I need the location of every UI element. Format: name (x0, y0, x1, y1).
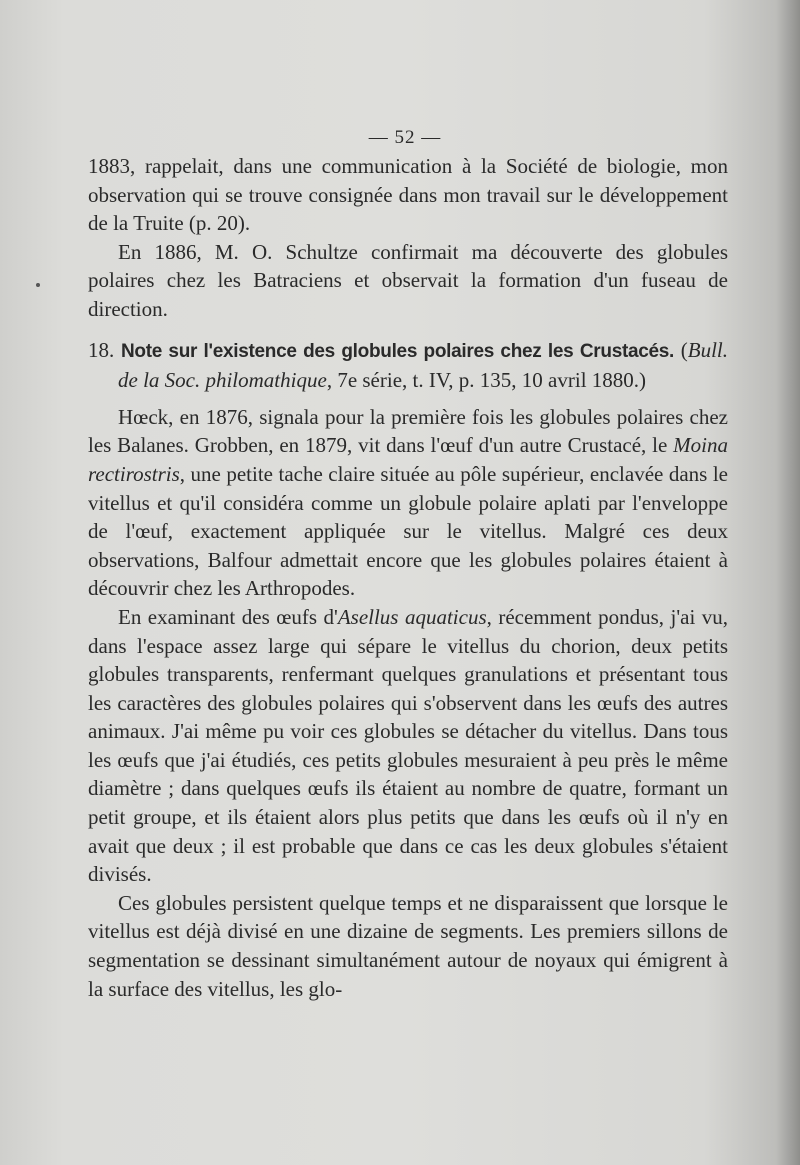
species-name-asellus: Asellus aquaticus (337, 604, 487, 629)
bibliography-entry (88, 336, 728, 395)
paragraph-persistence: Ces globules persistent quelque temps et ne disparaissent que lorsque le vitellus est déjà divisé en une dizaine de segments. Les premiers sillons de segmentation se dessinant simultanément autour de noyaux qui émigrent à la surface des vitellus, les glo- (88, 890, 728, 1001)
paragraph-hoeck-text-b: , une petite tache claire située au pôle supérieur, enclavée dans le vitellus et qu'il considéra comme un globule polaire aplati par l'enveloppe de l'œuf, exactement appliquée sur le vitellus. Malgré ces deux observations, Balfour admettait encore que les globules polaires étaient à découvrir chez les Arthropodes. (88, 461, 728, 601)
paragraph-continuation: 1883, rappelait, dans une communication à la Société de biologie, mon observation qui se trouve consignée dans mon travail sur le développement de la Truite (p. 20). (88, 154, 728, 236)
paragraph-hoeck-text-a: Hœck, en 1876, signala pour la première fois les globules polaires chez les Balanes. Grobben, en 1879, vit dans l'œuf d'un autre Crustacé, le (88, 404, 728, 458)
paragraph-asellus-text-a: En examinant des œufs d' (118, 604, 338, 629)
entry-number: 18. (88, 337, 115, 362)
body-text (88, 152, 728, 1003)
paragraph-asellus (88, 603, 728, 889)
entry-journal: Bull. de la Soc. philomathique (118, 337, 729, 393)
margin-speck (36, 283, 40, 287)
paragraph-asellus-text-b: , récemment pondus, j'ai vu, dans l'espace assez large qui sépare le vitellus du chorion, deux petits globules transparents, renfermant quelques granulations et présentant tous les caractères des globules polaires qui s'observent dans les œufs des autres animaux. J'ai même pu voir ces globules se détacher du vitellus. Dans tous les œufs que j'ai étudiés, ces petits globules mesuraient à peu près le même diamètre ; dans quelques œufs ils étaient au nombre de quatre, formant un petit groupe, et ils étaient alors plus petits que dans les œufs où il n'y en avait que deux ; il est probable que dans ce cas les deux globules s'étaient divisés. (88, 604, 729, 887)
paragraph-hoeck (88, 403, 728, 603)
paragraph-schultze: En 1886, M. O. Schultze confirmait ma découverte des globules polaires chez les Batraciens et observait la formation d'un fuseau de direction. (88, 239, 728, 321)
entry-ref-open: ( (680, 337, 688, 362)
entry-title: Note sur l'existence des globules polaires chez les Crustacés. (120, 340, 675, 362)
page-number: — 52 — (368, 127, 442, 148)
species-name-moina: Moina rectirostris (88, 433, 728, 486)
entry-ref-rest: , 7e série, t. IV, p. 135, 10 avril 1880.) (326, 368, 647, 393)
